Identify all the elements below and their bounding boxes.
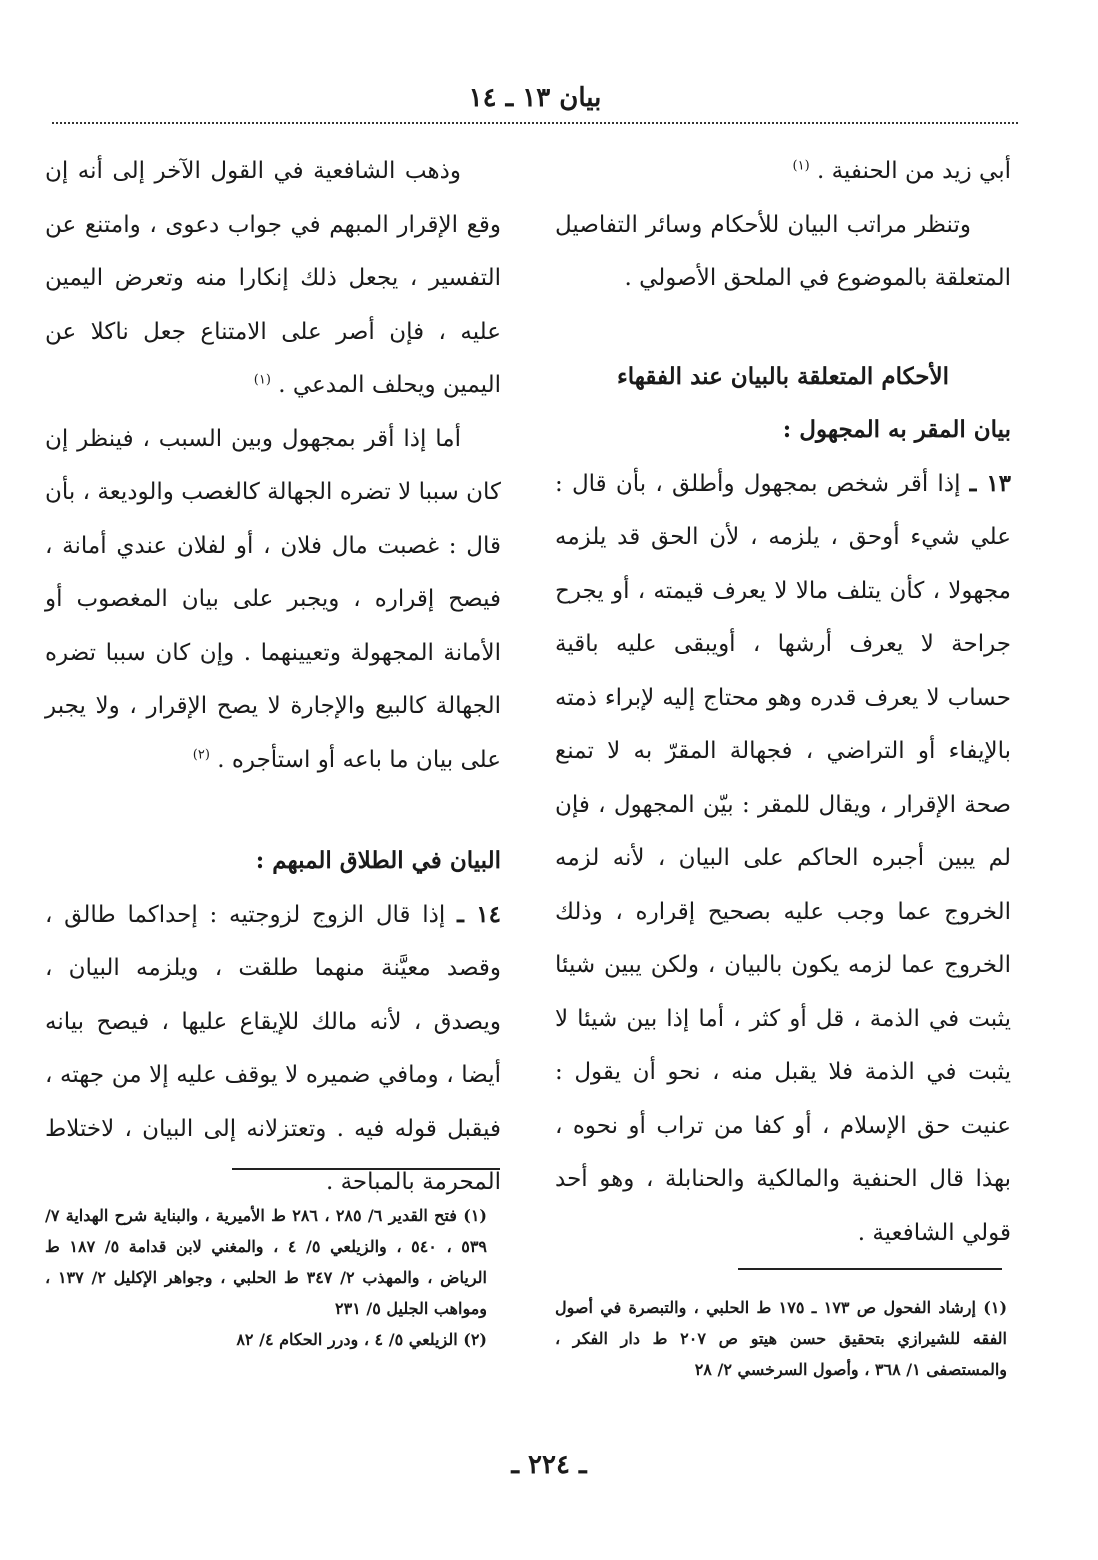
- footnote-marker: (٢): [192, 746, 210, 762]
- left-para-3-text: إذا قال الزوج لزوجتيه : إحداكما طالق ، وقصد معيَّنة منهما طلقت ، ويلزمه البيان ، ويصدق ، لأنه مالك للإيقاع عليها ، فيصح بيانه أيضا ، ومافي ضميره لا يوقف عليه إلا من جهته ، فيقبل قوله فيه . وتعتزلانه إلى البيان ، لاختلاط المحرمة بالمباحة .: [45, 901, 501, 1195]
- right-para-3: [555, 457, 1011, 1261]
- left-footnotes: [45, 1200, 487, 1355]
- left-footnote-rule: [232, 1168, 500, 1170]
- page-header: بيان ١٣ ـ ١٤: [468, 83, 602, 113]
- left-column: [45, 145, 501, 1210]
- right-para-1-text: أبي زيد من الحنفية .: [816, 158, 1011, 184]
- left-para-3: [45, 888, 501, 1210]
- left-footnote-2: (٢) الزيلعي ٥/ ٤ ، ودرر الحكام ٤/ ٨٢: [236, 1330, 487, 1349]
- right-para-3-text: إذا أقر شخص بمجهول وأطلق ، بأن قال : علي شيء أوحق ، يلزمه ، لأن الحق قد يلزمه مجهولا ، كأن يتلف مالا لا يعرف قيمته ، أو يجرح جراحة لا يعرف أرشها ، أويبقى عليه باقية حساب لا يعرف قدره وهو محتاج إليه لإبراء ذمته بالإيفاء أو التراضي ، فجهالة المقرّ به لا تمنع صحة الإقرار ، ويقال للمقر : بيّن المجهول ، فإن لم يبين أجبره الحاكم على البيان ، لأنه لزمه الخروج عما وجب عليه بصحيح إقراره ، وذلك الخروج عما لزمه يكون بالبيان ، ولكن يبين شيئا يثبت في الذمة ، قل أو كثر ، أما إذا بين شيئا لا يثبت في الذمة فلا يقبل منه ، نحو أن يقول : عنيت حق الإسلام ، أو كفا من تراب أو نحوه ، بهذا قال الحنفية والمالكية والحنابلة ، وهو أحد قولي الشافعية .: [555, 470, 1011, 1246]
- left-footnote-1: (١) فتح القدير ٦/ ٢٨٥ ، ٢٨٦ ط الأميرية ، والبناية شرح الهداية ٧/ ٥٣٩ ، ٥٤٠ ، والزيلعي ٥/ ٤ ، والمغني لابن قدامة ٥/ ١٨٧ ط الرياض ، والمهذب ٢/ ٣٤٧ ط الحلبي ، وجواهر الإكليل ٢/ ١٣٧ ، ومواهب الجليل ٥/ ٢٣١: [45, 1206, 488, 1318]
- paragraph-number: ١٣ ـ: [969, 469, 1012, 497]
- paragraph-number: ١٤ ـ: [457, 900, 502, 928]
- sub-heading-ambiguous-divorce: البيان في الطلاق المبهم :: [255, 847, 501, 874]
- left-para-2-text: أما إذا أقر بمجهول وبين السبب ، فينظر إن كان سببا لا تضره الجهالة كالغصب والوديعة ، بأن قال : غصبت مال فلان ، أو لفلان عندي أمانة ، فيصح إقراره ، ويجبر على بيان المغصوب أو الأمانة المجهولة وتعيينهما . وإن كان سببا تضره الجهالة كالبيع والإجارة لا يصح الإقرار ، ولا يجبر على بيان ما باعه أو استأجره .: [45, 425, 501, 773]
- left-para-1: [45, 145, 501, 413]
- section-title: الأحكام المتعلقة بالبيان عند الفقهاء: [616, 362, 950, 390]
- right-para-1: [555, 145, 1011, 199]
- sub-heading-unknown-acknowledged: بيان المقر به المجهول :: [782, 416, 1011, 443]
- left-para-1-text: وذهب الشافعية في القول الآخر إلى أنه إن وقع الإقرار المبهم في جواب دعوى ، وامتنع عن التفسير ، يجعل ذلك إنكارا منه وتعرض اليمين عليه ، فإن أصر على الامتناع جعل ناكلا عن اليمين ويحلف المدعي .: [45, 158, 501, 398]
- footnote-marker: (١): [253, 372, 271, 388]
- spacer: [45, 787, 501, 834]
- footnote-marker: (١): [792, 158, 810, 174]
- page-number: ـ ٢٢٤ ـ: [511, 1450, 587, 1480]
- right-footnote-1: (١) إرشاد الفحول ص ١٧٣ ـ ١٧٥ ط الحلبي ، والتبصرة في أصول الفقه للشيرازي بتحقيق حسن هيتو ص ٢٠٧ ط دار الفكر ، والمستصفى ١/ ٣٦٨ ، وأصول السرخسي ٢/ ٢٨: [555, 1298, 1008, 1379]
- right-para-2: وتنظر مراتب البيان للأحكام وسائر التفاصيل المتعلقة بالموضوع في الملحق الأصولي .: [555, 211, 1011, 291]
- header-dotted-rule: [52, 122, 1018, 124]
- right-footnote-rule: [738, 1268, 1002, 1270]
- left-para-2: [45, 413, 501, 788]
- right-column: [555, 145, 1011, 1260]
- right-footnotes: [555, 1292, 1007, 1385]
